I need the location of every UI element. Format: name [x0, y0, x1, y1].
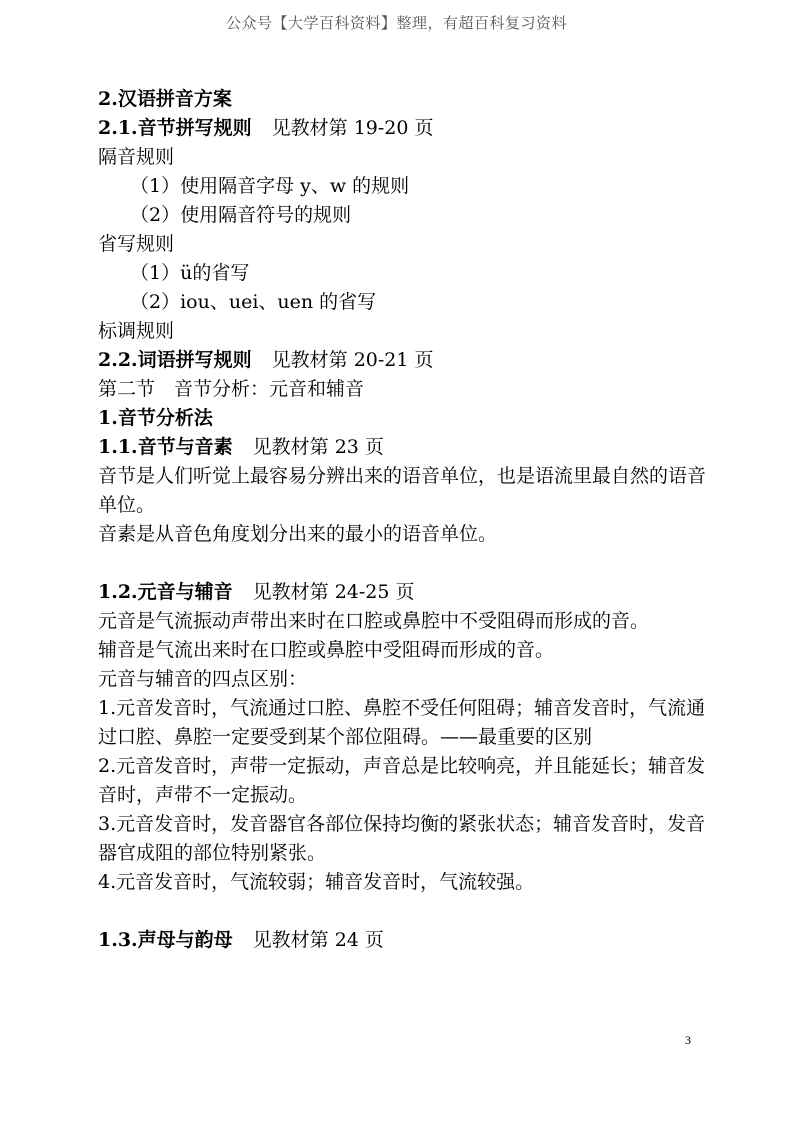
chapter-section-title: 第二节 音节分析：元音和辅音 [98, 378, 365, 400]
paragraph-consonant: 辅音是气流出来时在口腔或鼻腔中受阻碍而形成的音。 [98, 639, 555, 661]
rule-item: （1）使用隔音字母 y、w 的规则 [130, 175, 410, 197]
textbook-reference: 见教材第 23 页 [252, 436, 384, 458]
rule-heading-separation: 隔音规则 [98, 146, 175, 168]
subsection-heading-2-2 [98, 346, 708, 375]
subsection-title: 2.2.词语拼写规则 [98, 349, 252, 371]
subsection-title: 1.3.声母与韵母 [98, 929, 233, 951]
textbook-reference: 见教材第 19-20 页 [271, 117, 434, 139]
textbook-reference: 见教材第 24 页 [252, 929, 384, 951]
rule-heading-abbreviation: 省写规则 [98, 233, 175, 255]
subsection-title: 1.2.元音与辅音 [98, 581, 233, 603]
difference-item-3: 3.元音发音时，发音器官各部位保持均衡的紧张状态；辅音发音时，发音器官成阻的部位特别紧张。 [98, 813, 706, 864]
rule-heading-tone: 标调规则 [98, 320, 175, 342]
paragraph-syllable: 音节是人们听觉上最容易分辨出来的语音单位，也是语流里最自然的语音单位。 [98, 465, 707, 516]
paragraph-vowel: 元音是气流振动声带出来时在口腔或鼻腔中不受阻碍而形成的音。 [98, 610, 650, 632]
document-body [98, 85, 708, 955]
subsection-title: 2.1.音节拼写规则 [98, 117, 252, 139]
textbook-reference: 见教材第 24-25 页 [252, 581, 415, 603]
rule-item: （2）使用隔音符号的规则 [130, 204, 352, 226]
rule-item: （2）iou、uei、uen 的省写 [130, 291, 377, 313]
section-heading-2: 2.汉语拼音方案 [98, 88, 232, 110]
difference-item-2: 2.元音发音时，声带一定振动，声音总是比较响亮，并且能延长；辅音发音时，声带不一定振动。 [98, 755, 706, 806]
subsection-heading-1-2 [98, 578, 708, 607]
spacer [98, 549, 708, 578]
difference-item-4: 4.元音发音时，气流较弱；辅音发音时，气流较强。 [98, 871, 535, 893]
subsection-heading-2-1 [98, 114, 708, 143]
spacer [98, 897, 708, 926]
textbook-reference: 见教材第 20-21 页 [271, 349, 434, 371]
page-number: 3 [685, 1033, 691, 1047]
difference-item-1: 1.元音发音时，气流通过口腔、鼻腔不受任何阻碍；辅音发音时，气流通过口腔、鼻腔一定要受到某个部位阻碍。——最重要的区别 [98, 697, 706, 748]
section-heading-1: 1.音节分析法 [98, 407, 213, 429]
paragraph-difference-title: 元音与辅音的四点区别： [98, 668, 308, 690]
subsection-heading-1-3 [98, 926, 708, 955]
rule-item: （1）ü的省写 [130, 262, 250, 284]
paragraph-phoneme: 音素是从音色角度划分出来的最小的语音单位。 [98, 523, 498, 545]
page-header: 公众号【大学百科资料】整理，有超百科复习资料 [225, 14, 567, 32]
subsection-heading-1-1 [98, 433, 708, 462]
subsection-title: 1.1.音节与音素 [98, 436, 233, 458]
